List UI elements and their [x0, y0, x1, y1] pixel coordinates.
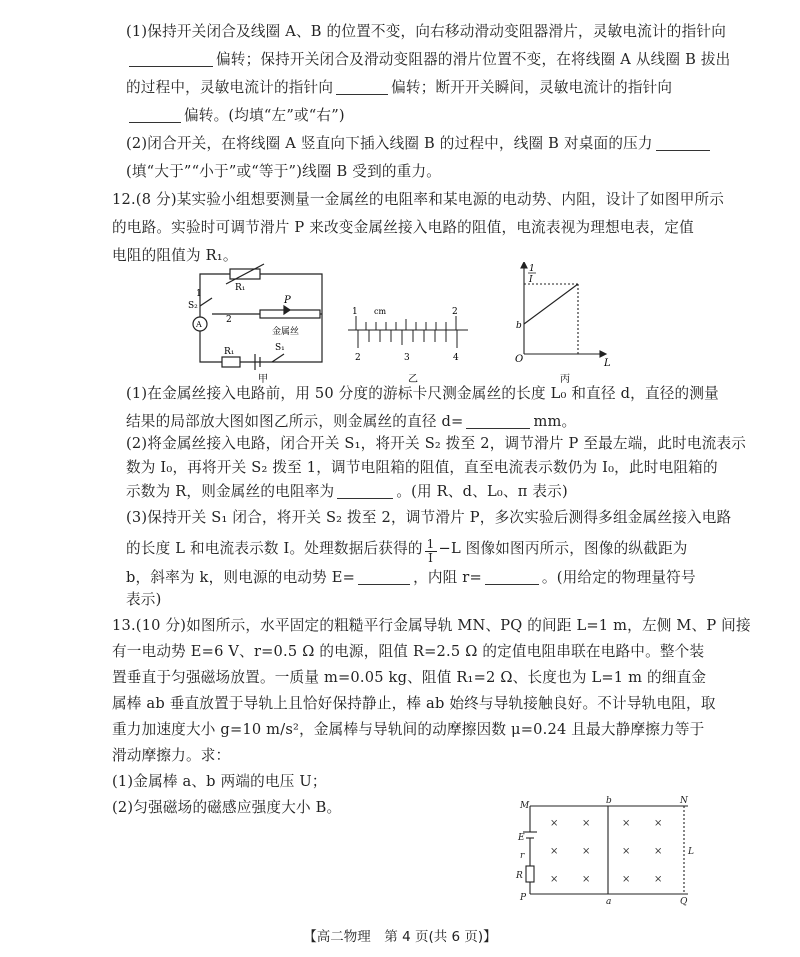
q11-part2-line1: (2)闭合开关，在将线圈 A 竖直向下插入线圈 B 的过程中，线圈 B 对桌面的压力: [126, 134, 736, 154]
q12-intro-line2: 的电路。实验时可调节滑片 P 来改变金属丝接入电路的阻值，电流表视为理想电表，定值: [112, 219, 694, 236]
jia-label-p: P: [284, 295, 291, 306]
q11-part1-line4: 偏转。(均填“左”或“右”): [126, 106, 736, 126]
cross-mark: ×: [654, 818, 663, 829]
cross-mark: ×: [550, 874, 559, 885]
bing-x-label: L: [604, 358, 611, 369]
yi-vernier-label-3: 3: [404, 353, 410, 363]
label-b: b: [606, 796, 612, 806]
q13-sub2: (2)匀强磁场的磁感应强度大小 B。: [112, 799, 342, 816]
cross-mark: ×: [622, 846, 631, 857]
label-R: R: [516, 871, 523, 881]
bing-caption: 丙: [560, 374, 570, 385]
jia-label-s2: S₂: [188, 301, 198, 311]
cross-mark: ×: [550, 818, 559, 829]
cross-mark: ×: [582, 818, 591, 829]
answer-blank[interactable]: [485, 570, 539, 585]
answer-blank[interactable]: [358, 570, 410, 585]
q11-part1-line1: (1)保持开关闭合及线圈 A、B 的位置不变，向右移动滑动变阻器滑片，灵敏电流计的指针向: [126, 23, 726, 40]
jia-label-s1: S₁: [275, 343, 285, 353]
label-e: E: [518, 833, 525, 843]
q13-rail-figure: [508, 796, 708, 908]
label-a: a: [606, 897, 612, 907]
q12-part1-line2: 结果的局部放大图如图乙所示，则金属丝的直径 d= mm。: [126, 413, 577, 430]
q13-line2: 有一电动势 E=6 V、r=0.5 Ω 的电源，阻值 R=2.5 Ω 的定值电阻串联在电路中。整个装: [112, 643, 705, 660]
page-footer: 【高二物理 第 4 页(共 6 页)】: [303, 929, 497, 945]
answer-blank[interactable]: [466, 414, 530, 429]
cross-mark: ×: [622, 874, 631, 885]
q12-part1-line1: (1)在金属丝接入电路前，用 50 分度的游标卡尺测金属丝的长度 L₀ 和直径 d，直径的测量: [126, 385, 719, 402]
bing-origin: O: [515, 354, 524, 365]
q12-part3-line3: b，斜率为 k，则电源的电动势 E= ，内阻 r= 。(用给定的物理量符号: [126, 569, 696, 586]
q12-part2-line2: 数为 I₀，再将开关 S₂ 拨至 1，调节电阻箱的阻值，直至电流表示数仍为 I₀，此时电阻箱的: [126, 459, 718, 476]
answer-blank[interactable]: [656, 136, 710, 151]
answer-blank[interactable]: [129, 108, 181, 123]
q12-part3-line1: (3)保持开关 S₁ 闭合，将开关 S₂ 拨至 2，调节滑片 P，多次实验后测得多组金属丝接入电路: [126, 509, 732, 526]
jia-label-ammeter: A: [196, 320, 202, 329]
jia-label-wire: 金属丝: [272, 327, 300, 337]
magnetic-field-crosses: [550, 818, 662, 885]
label-p: P: [520, 893, 527, 903]
q12-part2-line1: (2)将金属丝接入电路，闭合开关 S₁，将开关 S₂ 拨至 2，调节滑片 P 至最左端，此时电流表示: [126, 435, 747, 452]
yi-main-label-cm: cm: [374, 307, 387, 316]
fraction-1-over-i: $\frac{1}{I}$: [426, 537, 435, 565]
yi-main-label-1: 1: [352, 307, 358, 317]
label-n: N: [680, 796, 688, 806]
cross-mark: ×: [622, 818, 631, 829]
jia-label-r1-top: R₁: [235, 283, 246, 293]
cross-mark: ×: [582, 874, 591, 885]
label-l: L: [688, 847, 694, 857]
figure-jia-circuit: [193, 264, 322, 370]
q12-part3-line4: 表示): [126, 591, 162, 608]
answer-blank[interactable]: [336, 80, 388, 95]
cross-mark: ×: [582, 846, 591, 857]
q13-line6: 滑动摩擦力。求：: [112, 747, 231, 764]
q12-part2-line3: 示数为 R，则金属丝的电阻率为 。(用 R、d、L₀、π 表示): [126, 483, 568, 500]
q11-part1-line3: 的过程中，灵敏电流计的指针向 偏转；断开开关瞬间，灵敏电流计的指针向: [126, 79, 673, 96]
label-r: r: [520, 851, 525, 861]
q13-line1: 13.(10 分)如图所示，水平固定的粗糙平行金属导轨 MN、PQ 的间距 L=1 m，左侧 M、P 间接: [112, 617, 751, 634]
jia-label-two: 2: [226, 315, 232, 325]
q11-part1-line2: 偏转；保持开关闭合及滑动变阻器的滑片位置不变，在将线圈 A 从线圈 B 拔出: [126, 50, 736, 70]
label-m: M: [520, 801, 530, 811]
figure-bing-graph: [521, 262, 606, 357]
cross-mark: ×: [654, 846, 663, 857]
yi-main-label-2: 2: [452, 307, 458, 317]
q13-sub1: (1)金属棒 a、b 两端的电压 U；: [112, 773, 327, 790]
q12-intro-line1: 12.(8 分)某实验小组想要测量一金属丝的电阻率和某电源的电动势、内阻，设计了如图甲所示: [112, 191, 725, 208]
q13-line3: 置垂直于匀强磁场放置。一质量 m=0.05 kg、阻值 R₁=2 Ω、长度也为 L=1 m 的细直金: [112, 669, 707, 686]
jia-caption: 甲: [258, 374, 268, 385]
figure-yi-vernier: [348, 316, 468, 348]
q11-part2-line2: (填“大于”“小于”或“等于”)线圈 B 受到的重力。: [126, 163, 442, 180]
q12-part3-line2: 的长度 L 和电流表示数 I。处理数据后获得的 $\frac{1}{I}$ −L 图像如图丙所示，图像的纵截距为: [126, 537, 688, 565]
yi-caption: 乙: [408, 374, 418, 385]
q13-line5: 重力加速度大小 g=10 m/s²，金属棒与导轨间的动摩擦因数 μ=0.24 且最大静摩擦力等于: [112, 721, 705, 738]
q12-intro-line3: 电阻的阻值为 R₁。: [112, 247, 238, 264]
bing-y-num: 1: [529, 264, 535, 274]
cross-mark: ×: [654, 874, 663, 885]
cross-mark: ×: [550, 846, 559, 857]
yi-vernier-label-4: 4: [453, 353, 459, 363]
label-q: Q: [680, 897, 688, 907]
bing-y-den: I: [529, 275, 533, 285]
answer-blank[interactable]: [337, 484, 393, 499]
jia-label-r1-bottom: R₁: [224, 347, 235, 357]
answer-blank[interactable]: [129, 52, 213, 67]
q12-figures: [160, 262, 630, 390]
bing-intercept-b: b: [516, 321, 522, 331]
jia-label-one: 1: [196, 289, 202, 299]
q13-line4: 属棒 ab 垂直放置于导轨上且恰好保持静止，棒 ab 始终与导轨接触良好。不计导轨电阻，取: [112, 695, 716, 712]
yi-vernier-label-2: 2: [355, 353, 361, 363]
